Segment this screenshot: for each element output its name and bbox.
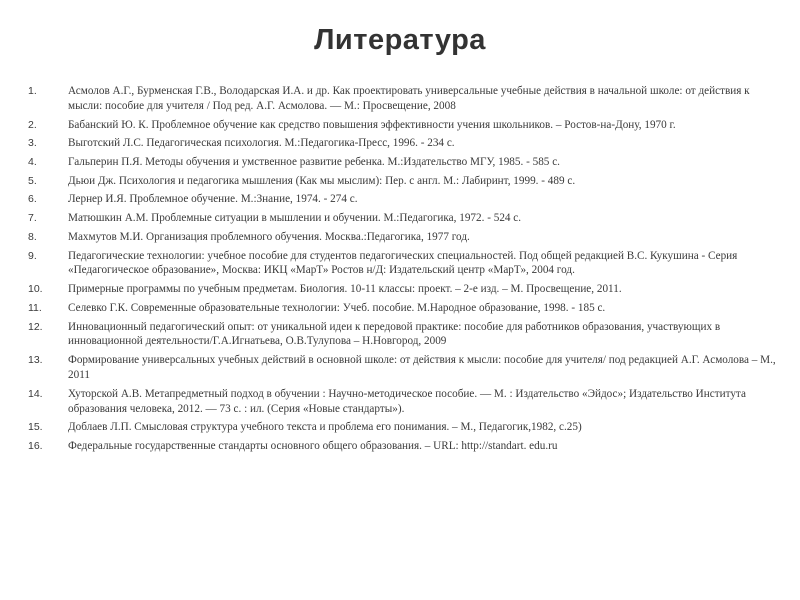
reference-text: Селевко Г.К. Современные образовательные технологии: Учеб. пособие. М.Народное образование, 1998. - 185 с.	[68, 301, 606, 314]
reference-number: 1.	[28, 85, 37, 97]
reference-text: Асмолов А.Г., Бурменская Г.В., Володарская И.А. и др. Как проектировать универсальные учебные действия в начальной школе: от действия к мысли: пособие для учителя / Под ред. А.Г. Асмолова. — М.: Просвещение, 2008	[68, 85, 750, 112]
reference-number: 3.	[28, 137, 37, 150]
reference-number: 16.	[28, 440, 43, 453]
reference-number: 9.	[28, 249, 37, 262]
reference-number: 6.	[28, 193, 37, 206]
reference-number: 10.	[28, 283, 43, 296]
reference-text: Махмутов М.И. Организация проблемного обучения. Москва.:Педагогика, 1977 год.	[68, 230, 470, 243]
reference-number: 7.	[28, 212, 37, 225]
reference-item	[28, 118, 778, 133]
reference-number: 2.	[28, 118, 37, 131]
reference-number: 8.	[28, 230, 37, 243]
reference-number: 11.	[28, 301, 42, 314]
reference-list	[28, 84, 778, 458]
reference-item	[28, 353, 778, 383]
reference-text: Бабанский Ю. К. Проблемное обучение как средство повышения эффективности учения школьников. – Ростов-на-Дону, 1970 г.	[68, 118, 676, 131]
reference-item	[28, 136, 778, 151]
reference-item	[28, 174, 778, 189]
reference-item	[28, 84, 778, 114]
reference-item	[28, 230, 778, 245]
reference-item	[28, 192, 778, 207]
reference-item	[28, 439, 778, 454]
reference-item	[28, 420, 778, 435]
slide-title: Литература	[314, 24, 486, 56]
reference-text: Примерные программы по учебным предметам. Биология. 10-11 классы: проект. – 2-е изд. – М. Просвещение, 2011.	[68, 283, 622, 296]
reference-text: Доблаев Л.П. Смысловая структура учебного текста и проблема его понимания. – М., Педагогик,1982, с.25)	[68, 421, 582, 434]
reference-number: 14.	[28, 387, 43, 400]
reference-item	[28, 387, 778, 417]
reference-text: Выготский Л.С. Педагогическая психология. М.:Педагогика-Пресс, 1996. - 234 с.	[68, 137, 455, 150]
reference-text: Матюшкин А.М. Проблемные ситуации в мышлении и обучении. М.:Педагогика, 1972. - 524 с.	[68, 212, 522, 225]
reference-item	[28, 155, 778, 170]
reference-number: 13.	[28, 354, 43, 367]
reference-item	[28, 320, 778, 350]
reference-text: Гальперин П.Я. Методы обучения и умственное развитие ребенка. М.:Издательство МГУ, 1985. - 585 с.	[68, 156, 560, 169]
reference-text: Педагогические технологии: учебное пособие для студентов педагогических специальностей. Под общей редакцией В.С. Кукушина - Серия «Педагогическое образование», Москва: ИКЦ «МарТ» Ростов н/Д: Издательский центр «МарТ», 2004 год.	[68, 249, 738, 277]
reference-number: 5.	[28, 174, 37, 187]
reference-number: 12.	[28, 320, 43, 333]
reference-text: Формирование универсальных учебных действий в основной школе: от действия к мысли: пособие для учителя/ под редакцией А.Г. Асмолова – М., 2011	[68, 354, 776, 382]
reference-text: Лернер И.Я. Проблемное обучение. М.:Знание, 1974. - 274 с.	[68, 193, 358, 206]
reference-item	[28, 301, 778, 316]
reference-item	[28, 249, 778, 279]
reference-text: Инновационный педагогический опыт: от уникальной идеи к передовой практике: пособие для работников образования, участвующих в инновационной деятельности/Г.А.Игнатьева, О.В.Тулупова – Н.Новгород, 2009	[68, 320, 721, 348]
reference-text: Федеральные государственные стандарты основного общего образования. – URL: http://standart. edu.ru	[68, 440, 558, 453]
reference-text: Дьюи Дж. Психология и педагогика мышления (Как мы мыслим): Пер. с англ. М.: Лабиринт, 1999. - 489 с.	[68, 174, 576, 187]
reference-item	[28, 211, 778, 226]
reference-text: Хуторской А.В. Метапредметный подход в обучении : Научно-методическое пособие. — М. : Издательство «Эйдос»; Издательство Института образования человека, 2012. — 73 с. : ил. (Серия «Новые стандарты»).	[68, 387, 746, 415]
reference-number: 15.	[28, 421, 43, 434]
reference-number: 4.	[28, 156, 37, 169]
reference-item	[28, 282, 778, 297]
